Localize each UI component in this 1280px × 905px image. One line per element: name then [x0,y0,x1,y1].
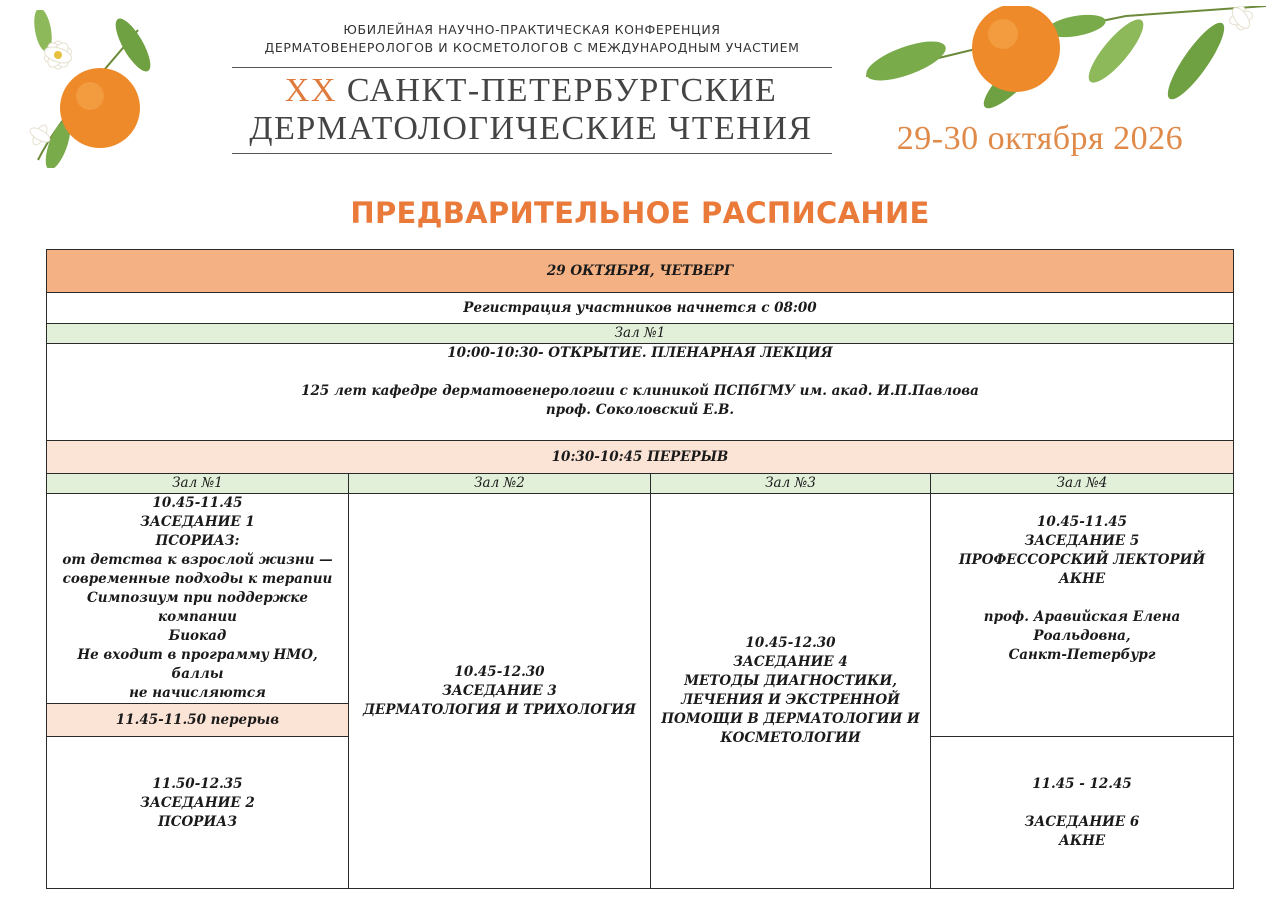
registration-row [47,293,1234,324]
conference-title-line2: ДЕРМАТОЛОГИЧЕСКИЕ ЧТЕНИЯ [249,110,813,147]
day-header-row [47,250,1234,293]
session-2-cell [47,737,349,889]
halls-header-row [47,474,1234,494]
session-1-subtitle-line1: от детства к взрослой жизни — [62,552,333,568]
session-3-time: 10.45-12.30 [454,663,545,680]
hall-2-label: Зал №2 [349,474,651,494]
plenary-speaker: проф. Соколовский Е.В. [545,402,735,418]
session-5-subtopic: АКНЕ [1058,571,1106,587]
session-1-nmo-note-line2: не начисляются [129,685,266,701]
orange-branch-illustration-left [28,10,158,168]
session-5-cell [931,494,1234,737]
schedule-title: ПРЕДВАРИТЕЛЬНОЕ РАСПИСАНИЕ [350,196,930,230]
session-1-cell [47,494,349,704]
hall-3-label: Зал №3 [651,474,931,494]
session-1-title: ЗАСЕДАНИЕ 1 [140,514,255,530]
session-5-speaker-line2: Санкт-Петербург [1008,647,1156,663]
session-6-time: 11.45 - 12.45 [1032,776,1132,792]
session-5-time: 10.45-11.45 [1036,514,1128,530]
day-title: 29 ОКТЯБРЯ, ЧЕТВЕРГ [47,250,1234,293]
session-5-topic: ПРОФЕССОРСКИЙ ЛЕКТОРИЙ [958,552,1206,568]
conference-title-line1 [226,72,836,110]
hall-1-break: 11.45-11.50 перерыв [47,704,349,737]
session-3-cell [349,494,651,889]
session-3-topic: ДЕРМАТОЛОГИЯ И ТРИХОЛОГИЯ [363,701,636,718]
session-6-title: ЗАСЕДАНИЕ 6 [1024,814,1140,830]
hall-1-label: Зал №1 [47,474,349,494]
plenary-lecture-title: 125 лет кафедре дерматовенерологии с клиникой ПСПбГМУ им. акад. И.П.Павлова [301,383,979,399]
session-4-cell [651,494,931,889]
session-4-time: 10.45-12.30 [745,635,836,651]
session-1-time: 10.45-11.45 [152,495,243,511]
session-3-title: ЗАСЕДАНИЕ 3 [442,682,557,699]
break-row [47,441,1234,474]
title-roman-numeral: XX [284,72,337,109]
session-5-speaker-line1: проф. Аравийская Елена Роальдовна, [983,609,1181,644]
session-4-topic-line3: ПОМОЩИ В ДЕРМАТОЛОГИИ И [661,711,920,727]
session-4-topic-line1: МЕТОДЫ ДИАГНОСТИКИ, [684,673,897,689]
plenary-time-title: 10:00-10:30- ОТКРЫТИЕ. ПЛЕНАРНАЯ ЛЕКЦИЯ [447,345,833,361]
orange-branch-illustration-right [866,6,1266,124]
break-label: 10:30-10:45 ПЕРЕРЫВ [47,441,1234,474]
session-2-time: 11.50-12.35 [152,776,243,792]
schedule-table [46,249,1234,889]
hall-4-label: Зал №4 [931,474,1234,494]
session-4-topic-line4: КОСМЕТОЛОГИИ [720,730,861,746]
session-2-topic: ПСОРИАЗ [158,814,237,830]
session-5-title: ЗАСЕДАНИЕ 5 [1024,533,1140,549]
session-2-title: ЗАСЕДАНИЕ 2 [140,795,255,811]
conference-subtitle-line1: ЮБИЛЕЙНАЯ НАУЧНО-ПРАКТИЧЕСКАЯ КОНФЕРЕНЦИЯ [343,22,721,37]
session-4-title: ЗАСЕДАНИЕ 4 [733,654,848,670]
plenary-hall-label: Зал №1 [47,324,1234,344]
title-city: САНКТ-ПЕТЕРБУРГСКИЕ [346,72,778,109]
plenary-cell [47,344,1234,441]
session-1-sponsor-line1: Симпозиум при поддержке компании [87,590,308,625]
conference-subtitle-line2: ДЕРМАТОВЕНЕРОЛОГОВ И КОСМЕТОЛОГОВ С МЕЖДУНАРОДНЫМ УЧАСТИЕМ [264,40,800,55]
plenary-hall-row [47,324,1234,344]
session-1-topic: ПСОРИАЗ: [155,533,240,549]
registration-note: Регистрация участников начнется с 08:00 [47,293,1234,324]
session-1-subtitle-line2: современные подходы к терапии [62,571,333,587]
page-header [0,0,1280,175]
header-divider-top [232,67,832,68]
session-4-topic-line2: ЛЕЧЕНИЯ И ЭКСТРЕННОЙ [681,692,900,708]
session-6-topic: АКНЕ [1058,833,1106,849]
plenary-row [47,344,1234,441]
conference-dates: 29-30 октября 2026 [896,120,1184,157]
header-divider-bottom [232,153,832,154]
session-1-sponsor-line2: Биокад [168,628,227,644]
sessions-row-1 [47,494,1234,704]
session-1-nmo-note-line1: Не входит в программу НМО, баллы [77,647,318,682]
session-6-cell [931,737,1234,889]
